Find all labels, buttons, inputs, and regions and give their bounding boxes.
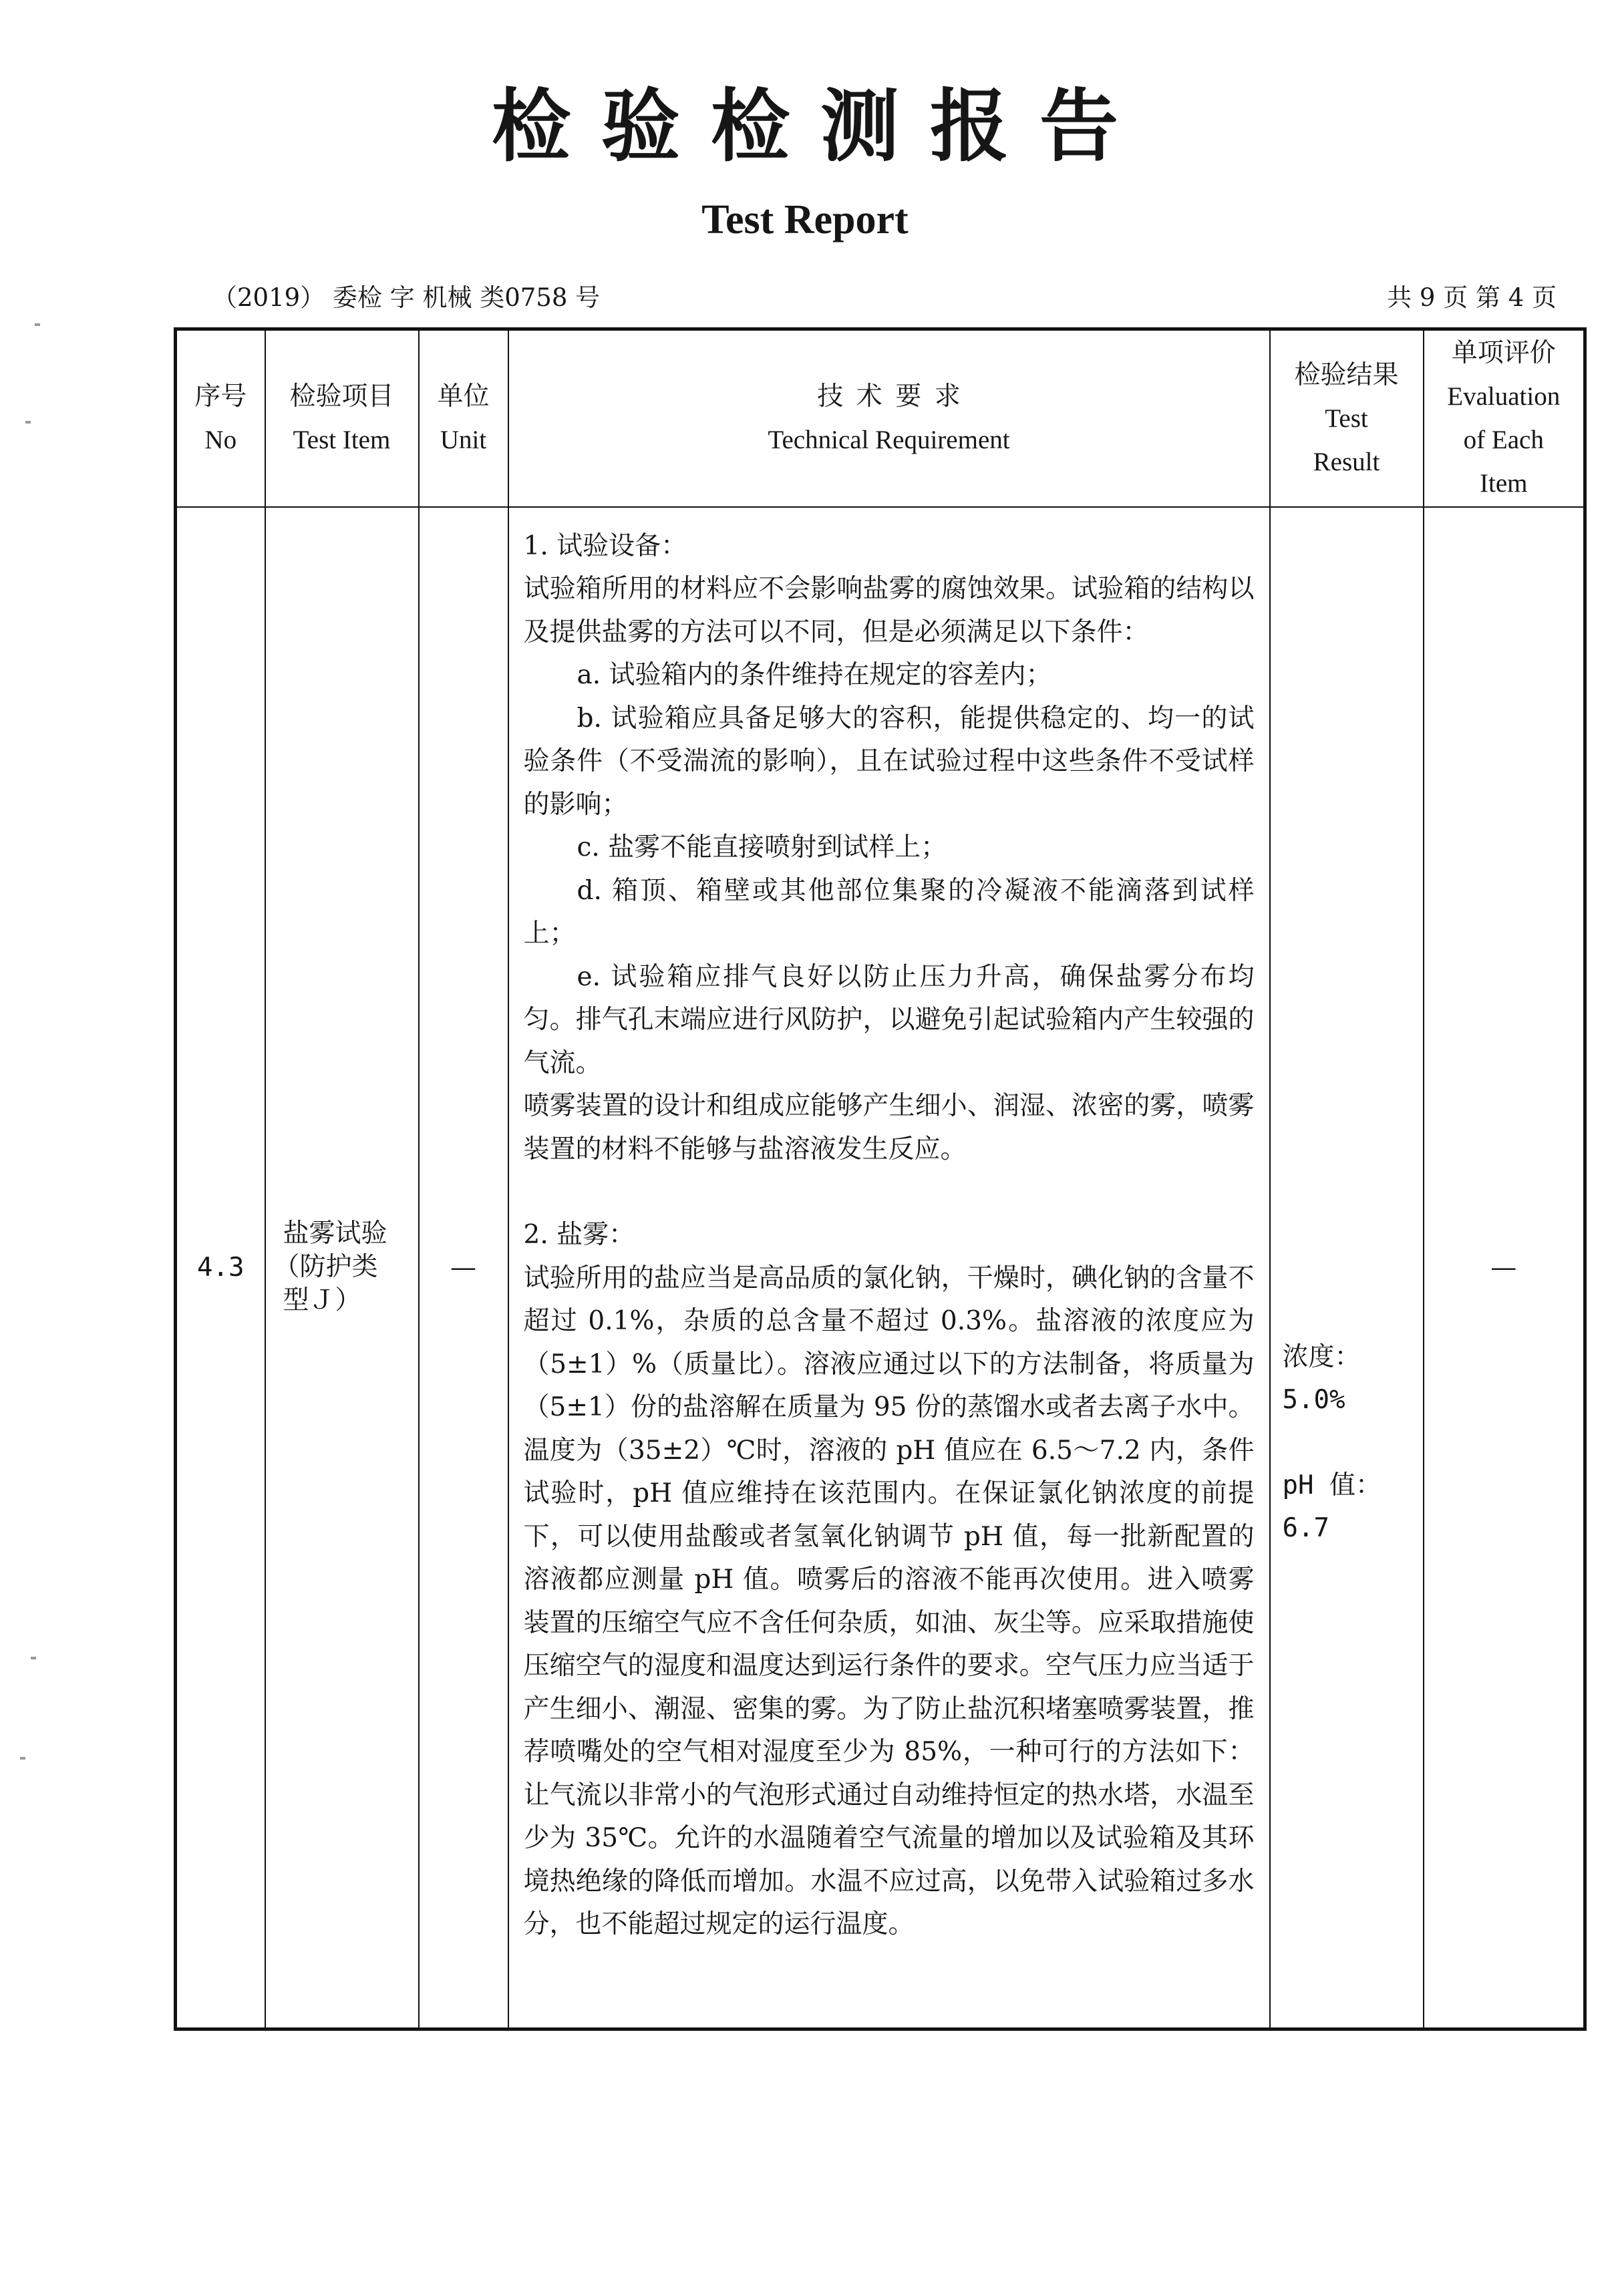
- test-item-line3: 型Ｊ）: [283, 1285, 361, 1316]
- report-title-cn: 检验检测报告: [491, 79, 1149, 172]
- req-item-b: b. 试验箱应具备足够大的容积，能提供稳定的、均一的试验条件（不受湍流的影响），且在试验过程中这些条件不受试样的影响；: [523, 703, 1255, 820]
- col-header-no: [176, 329, 265, 507]
- col-header-result: [1270, 329, 1424, 507]
- report-number: （2019） 委检 字 机械 类0758 号: [212, 283, 601, 312]
- col-header-requirement: [508, 329, 1270, 507]
- req-item-e: e. 试验箱应排气良好以防止压力升高，确保盐雾分布均匀。排气孔末端应进行风防护，以避免引起试验箱内产生较强的气流。: [523, 961, 1255, 1078]
- col-header-item-cn: 检验项目: [289, 382, 394, 412]
- col-header-item-en: Test Item: [293, 426, 391, 455]
- table-row: [176, 507, 1585, 2029]
- result-spacer: [1283, 508, 1411, 1336]
- row-number: [176, 507, 265, 2029]
- col-header-evaluation: [1424, 329, 1585, 507]
- result-ph-value: 6.7: [1282, 1512, 1329, 1543]
- req-paragraph: 试验所用的盐应当是高品质的氯化钠，干燥时，碘化钠的含量不超过 0.1%，杂质的总含量不超过 0.3%。盐溶液的浓度应为（5±1）%（质量比）。溶液应通过以下的方法制备，将质量为（5±1）份的盐溶解在质量为 95 份的蒸馏水或者去离子水中。温度为（35±2）℃时，溶液的 pH 值应在 6.5～7.2 内，条件试验时，pH 值应维持在该范围内。在保证氯化钠浓度的前提下，可以使用盐酸或者氢氧化钠调节 pH 值，每一批新配置的溶液都应测量 pH 值。喷雾后的溶液不能再次使用。进入喷雾装置的压缩空气应不含任何杂质，如油、灰尘等。应采取措施使压缩空气的湿度和温度达到运行条件的要求。空气压力应当适于产生细小、潮湿、密集的雾。为了防止盐沉积堵塞喷雾装置，推荐喷嘴处的空气相对湿度至少为 85%，一种可行的方法如下：让气流以非常小的气泡形式通过自动维持恒定的热水塔，水温至少为 35℃。允许的水温随着空气流量的增加以及试验箱及其环境热绝缘的降低而增加。水温不应过高，以免带入试验箱过多水分，也不能超过规定的运行温度。: [523, 1263, 1255, 1939]
- table-header-row: [176, 329, 1585, 507]
- row-result: [1270, 507, 1424, 2029]
- col-header-requirement-cn: 技 术 要 求: [817, 382, 961, 412]
- col-header-no-en: No: [204, 426, 237, 455]
- col-header-result-en1: Test: [1325, 403, 1368, 433]
- evaluation-value: —: [1490, 1252, 1517, 1283]
- req-spacer: [524, 1171, 1255, 1214]
- req-paragraph: 试验箱所用的材料应不会影响盐雾的腐蚀效果。试验箱的结构以及提供盐雾的方法可以不同，但是必须满足以下条件：: [523, 574, 1255, 647]
- scan-speck: [35, 323, 40, 326]
- col-header-requirement-en: Technical Requirement: [768, 426, 1010, 455]
- result-concentration-value: 5.0%: [1282, 1384, 1345, 1415]
- test-item-line1: 盐雾试验: [283, 1218, 387, 1249]
- scan-speck: [25, 421, 31, 424]
- row-number-value: 4.3: [197, 1252, 245, 1283]
- col-header-result-cn: 检验结果: [1294, 360, 1399, 389]
- col-header-item: [265, 329, 419, 507]
- col-header-evaluation-en1: Evaluation: [1447, 382, 1561, 412]
- inspection-table: [174, 327, 1587, 2031]
- req-item-c: c. 盐雾不能直接喷射到试样上；: [577, 832, 947, 862]
- unit-value: —: [450, 1252, 476, 1283]
- row-requirement: [508, 507, 1270, 2029]
- req-item-d: d. 箱顶、箱壁或其他部位集聚的冷凝液不能滴落到试样上；: [523, 875, 1255, 949]
- col-header-result-en2: Result: [1313, 447, 1380, 476]
- col-header-no-cn: 序号: [194, 382, 247, 412]
- req-section-salt-fog: 2. 盐雾：: [523, 1220, 635, 1250]
- result-concentration-label: 浓度：: [1282, 1341, 1361, 1372]
- col-header-unit-cn: 单位: [437, 382, 490, 412]
- col-header-unit: [419, 329, 508, 507]
- col-header-evaluation-en2: of Each: [1463, 426, 1544, 455]
- req-paragraph: 喷雾装置的设计和组成应能够产生细小、润湿、浓密的雾，喷雾装置的材料不能够与盐溶液发生反应。: [523, 1091, 1255, 1164]
- row-evaluation: [1424, 507, 1585, 2029]
- page-info: 共 9 页 第 4 页: [1387, 283, 1557, 312]
- test-item-line2: （防护类: [273, 1252, 378, 1283]
- col-header-evaluation-en3: Item: [1480, 469, 1528, 498]
- row-test-item: [265, 507, 419, 2029]
- scan-speck: [20, 1757, 25, 1760]
- result-ph-label: pH 值：: [1282, 1470, 1382, 1500]
- report-title-en: Test Report: [701, 197, 909, 242]
- col-header-unit-en: Unit: [440, 426, 487, 455]
- req-item-a: a. 试验箱内的条件维持在规定的容差内；: [577, 660, 1052, 690]
- req-section-equipment: 1. 试验设备：: [523, 530, 687, 561]
- scan-speck: [31, 1657, 36, 1659]
- result-gap: [1283, 1422, 1411, 1464]
- col-header-evaluation-cn: 单项评价: [1451, 339, 1556, 368]
- row-unit: [419, 507, 508, 2029]
